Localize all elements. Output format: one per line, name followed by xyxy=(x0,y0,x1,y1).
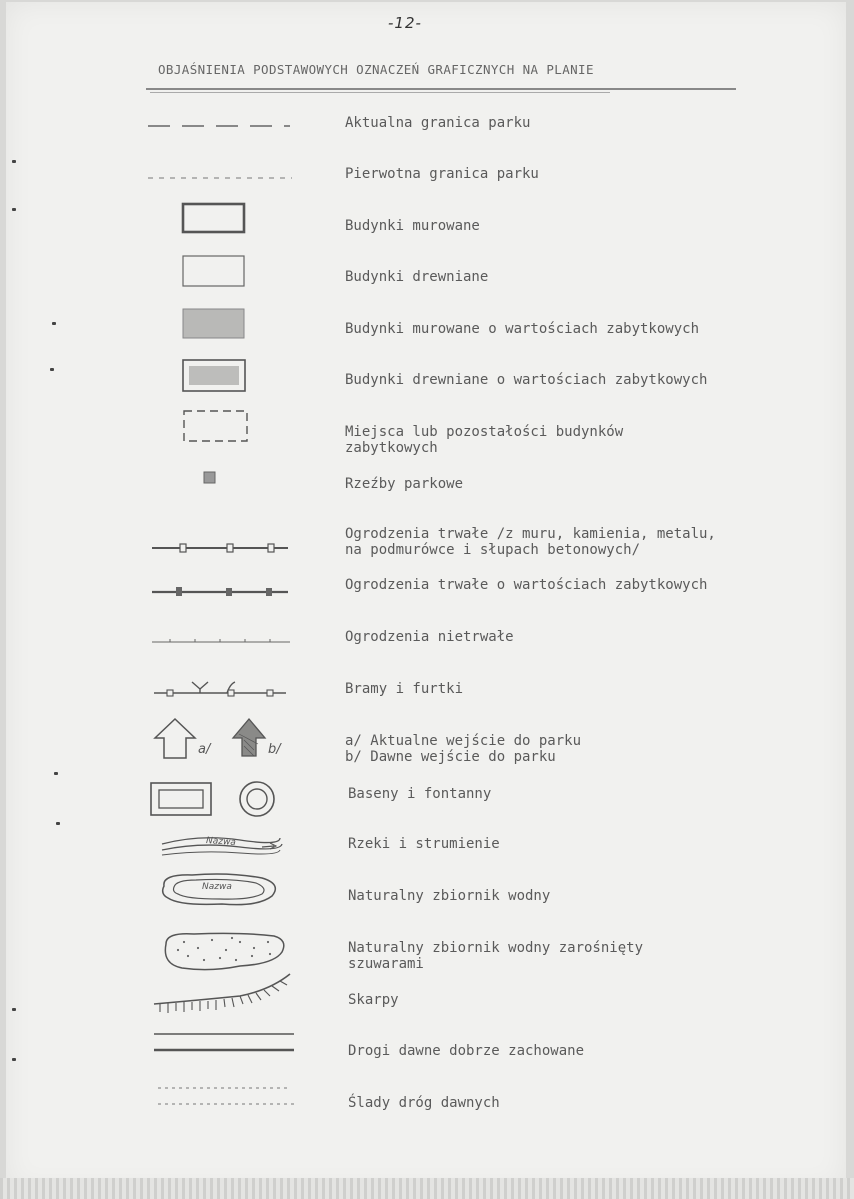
old-road-icon xyxy=(140,1030,310,1054)
legend-label: Budynki murowane o wartościach zabytkowych xyxy=(345,321,700,337)
punch-mark xyxy=(12,160,16,163)
legend-label: Budynki drewniane o wartościach zabytkowych xyxy=(345,372,708,388)
entrance-arrows-icon xyxy=(140,716,310,764)
pond-icon xyxy=(140,868,310,912)
dash-line-icon xyxy=(140,120,310,132)
shaded-rectangle-icon xyxy=(140,306,310,340)
pool-fountain-icon xyxy=(140,780,310,818)
punch-mark xyxy=(12,1008,16,1011)
pond-name-tag: Nazwa xyxy=(202,882,232,892)
legend-label: Aktualna granica parku xyxy=(345,115,531,131)
entrance-b-tag: b/ xyxy=(268,742,281,757)
scanner-edge xyxy=(0,1178,854,1199)
temporary-fence-icon xyxy=(140,634,310,648)
punch-mark xyxy=(50,368,54,371)
dashed-rectangle-icon xyxy=(140,408,310,444)
entrance-a-tag: a/ xyxy=(198,742,211,757)
framed-shaded-rectangle-icon xyxy=(140,357,310,393)
gate-icon xyxy=(140,676,310,700)
page-number: -12- xyxy=(388,14,422,32)
small-square-icon xyxy=(140,468,310,488)
legend-label: a/ Aktualne wejście do parku b/ Dawne wejście do parku xyxy=(345,733,582,765)
legend-label: Rzeźby parkowe xyxy=(345,476,464,492)
legend-label: Bramy i furtki xyxy=(345,681,464,697)
thin-rectangle-icon xyxy=(140,253,310,289)
legend-label: Ślady dróg dawnych xyxy=(348,1095,500,1111)
punch-mark xyxy=(12,208,16,211)
river-name-tag: Nazwa xyxy=(205,835,237,849)
historic-fence-icon xyxy=(140,582,310,602)
road-traces-icon xyxy=(140,1084,310,1108)
page-title: OBJAŚNIENIA PODSTAWOWYCH OZNACZEŃ GRAFICZNYCH NA PLANIE xyxy=(158,62,594,77)
legend-label: Baseny i fontanny xyxy=(348,786,492,802)
legend-label: Ogrodzenia trwałe o wartościach zabytkowych xyxy=(345,577,708,593)
legend-label: Ogrodzenia nietrwałe xyxy=(345,629,514,645)
legend-label: Pierwotna granica parku xyxy=(345,166,539,182)
title-underline xyxy=(146,88,736,90)
punch-mark xyxy=(54,772,58,775)
legend-label: Drogi dawne dobrze zachowane xyxy=(348,1043,585,1059)
escarpment-icon xyxy=(140,968,310,1024)
punch-mark xyxy=(52,322,56,325)
river-icon xyxy=(140,830,310,862)
legend-label: Naturalny zbiornik wodny xyxy=(348,888,551,904)
legend-label: Miejsca lub pozostałości budynków zabytkowych xyxy=(345,424,624,456)
thick-rectangle-icon xyxy=(140,200,310,236)
legend-label: Budynki murowane xyxy=(345,218,480,234)
dotted-line-icon xyxy=(140,172,310,184)
permanent-fence-icon xyxy=(140,538,310,558)
title-underline xyxy=(150,92,610,93)
legend-label: Ogrodzenia trwałe /z muru, kamienia, metalu, na podmurówce i słupach betonowych/ xyxy=(345,526,716,558)
punch-mark xyxy=(56,822,60,825)
legend-label: Naturalny zbiornik wodny zarośnięty szuwarami xyxy=(348,940,644,972)
punch-mark xyxy=(12,1058,16,1061)
legend-label: Budynki drewniane xyxy=(345,269,489,285)
legend-label: Rzeki i strumienie xyxy=(348,836,500,852)
legend-label: Skarpy xyxy=(348,992,399,1008)
